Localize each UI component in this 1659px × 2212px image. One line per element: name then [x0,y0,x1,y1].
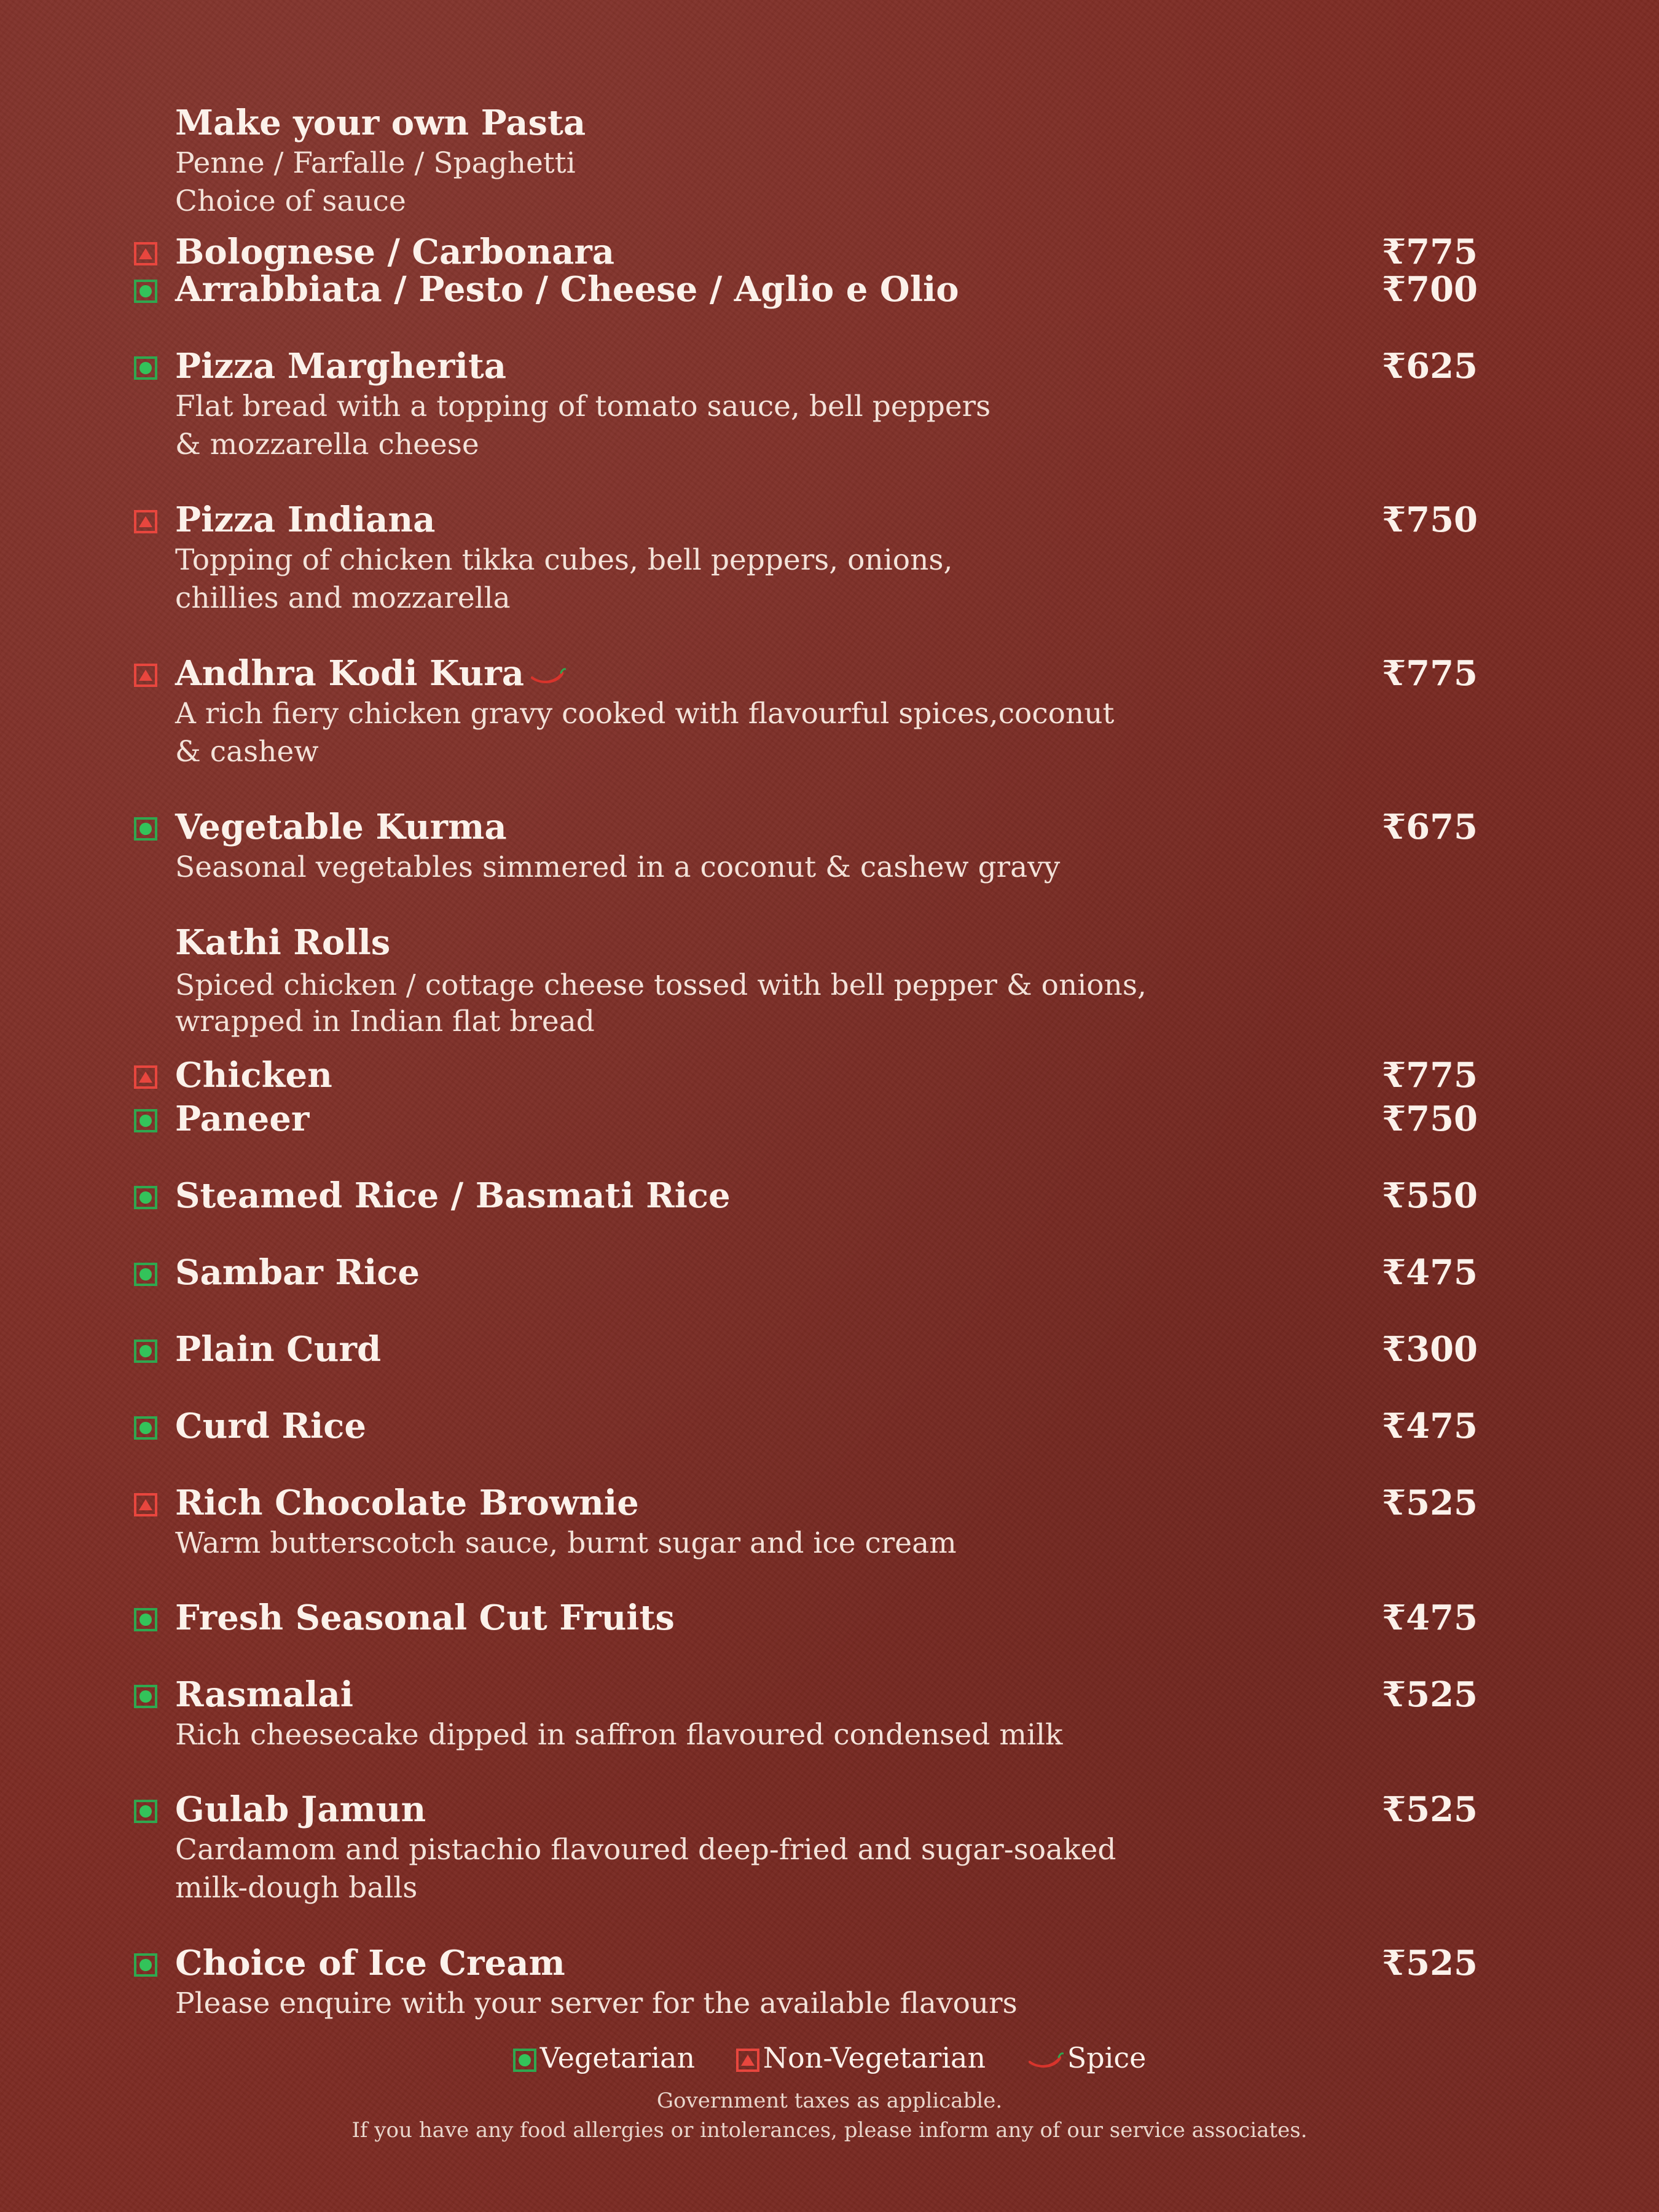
menu-section-kathi-rolls [175,921,1478,1039]
item-description: Seasonal vegetables simmered in a coconut & cashew gravy [175,850,1061,884]
veg-icon [134,1685,157,1708]
menu-item [175,1481,1478,1563]
item-name: Choice of Ice Cream [175,1943,565,1983]
item-price: ₹525 [1382,1789,1478,1830]
item-name: Pizza Indiana [175,500,436,540]
item-description: Warm butterscotch sauce, burnt sugar and ice cream [175,1526,957,1560]
veg-icon [134,1953,157,1977]
item-price: ₹525 [1382,1483,1478,1523]
item-price: ₹475 [1382,1406,1478,1446]
item-price: ₹525 [1382,1943,1478,1983]
section-subtitle: Choice of sauce [175,184,406,218]
item-description: Topping of chicken tikka cubes, bell peppers, onions, [175,543,953,577]
item-name: Rasmalai [175,1674,354,1715]
section-description: Spiced chicken / cottage cheese tossed with bell pepper & onions, [175,968,1147,1002]
item-name: Steamed Rice / Basmati Rice [175,1175,731,1216]
menu-item [175,1596,1478,1639]
veg-icon [134,1339,157,1363]
item-description: Cardamom and pistachio flavoured deep-fried and sugar-soaked [175,1833,1116,1867]
non-veg-icon [134,664,157,687]
section-description: wrapped in Indian flat bread [175,1005,595,1038]
legend-spice [1027,2036,1147,2079]
menu-item [175,1174,1478,1217]
menu-item [175,345,1478,464]
veg-icon [134,356,157,380]
chilli-icon [1027,2051,1064,2069]
menu-item [175,806,1478,887]
menu-item [175,498,1478,618]
item-name: Pizza Margherita [175,346,506,386]
veg-icon [513,2049,536,2072]
non-veg-icon [736,2049,759,2072]
item-price: ₹525 [1382,1674,1478,1715]
menu-item [175,1788,1478,1907]
veg-icon [134,280,157,303]
veg-icon [134,1109,157,1132]
item-price: ₹475 [1382,1598,1478,1638]
item-description: Please enquire with your server for the available flavours [175,1986,1018,2020]
veg-icon [134,1608,157,1631]
non-veg-icon [134,510,157,533]
item-price: ₹625 [1382,346,1478,386]
option-name: Arrabbiata / Pesto / Cheese / Aglio e Olio [175,269,959,310]
section-title: Kathi Rolls [175,922,391,963]
menu-option [175,1054,1478,1097]
item-name: Fresh Seasonal Cut Fruits [175,1598,675,1638]
section-title: Make your own Pasta [175,103,586,143]
legend-non-veg [736,2036,986,2079]
veg-icon [134,1800,157,1823]
legend [0,2034,1659,2077]
item-name: Sambar Rice [175,1252,420,1293]
section-subtitle: Penne / Farfalle / Spaghetti [175,146,576,180]
menu-item [175,652,1478,771]
item-price: ₹475 [1382,1252,1478,1293]
item-name-wrap [175,652,566,695]
item-name: Vegetable Kurma [175,807,507,847]
footer-allergy-note: If you have any food allergies or intolerances, please inform any of our service associates. [351,2118,1308,2143]
legend-spice-label: Spice [1067,2041,1147,2074]
option-price: ₹775 [1382,1055,1478,1096]
veg-icon [134,1416,157,1440]
footer-taxes-note: Government taxes as applicable. [656,2088,1003,2113]
item-description: & mozzarella cheese [175,428,479,461]
item-price: ₹750 [1382,500,1478,540]
non-veg-icon [134,242,157,265]
item-name: Andhra Kodi Kura [175,653,524,694]
menu-item [175,1673,1478,1754]
non-veg-icon [134,1065,157,1089]
item-name: Plain Curd [175,1329,382,1370]
menu-item [175,1251,1478,1294]
item-description: A rich fiery chicken gravy cooked with flavourful spices,coconut [175,697,1115,731]
legend-veg [513,2036,696,2079]
veg-icon [134,1186,157,1209]
item-description: milk-dough balls [175,1871,418,1905]
item-description: chillies and mozzarella [175,581,511,615]
item-price: ₹675 [1382,807,1478,847]
chilli-icon [529,667,566,685]
option-price: ₹700 [1382,269,1478,310]
option-price: ₹775 [1382,232,1478,272]
item-description: & cashew [175,735,319,769]
item-name: Curd Rice [175,1406,366,1446]
item-price: ₹775 [1382,653,1478,694]
item-name: Gulab Jamun [175,1789,426,1830]
item-price: ₹300 [1382,1329,1478,1370]
menu-option [175,1097,1478,1140]
menu-section-pasta [175,101,1478,221]
menu-option [175,268,1478,311]
item-price: ₹550 [1382,1175,1478,1216]
item-description: Flat bread with a topping of tomato sauce, bell peppers [175,390,991,423]
legend-non-veg-label: Non-Vegetarian [763,2041,986,2074]
non-veg-icon [134,1493,157,1516]
veg-icon [134,1263,157,1286]
menu-option [175,230,1478,273]
option-name: Bolognese / Carbonara [175,232,615,272]
legend-veg-label: Vegetarian [539,2041,696,2074]
item-name: Rich Chocolate Brownie [175,1483,639,1523]
menu-item [175,1942,1478,2023]
option-name: Paneer [175,1099,310,1139]
option-name: Chicken [175,1055,332,1096]
option-price: ₹750 [1382,1099,1478,1139]
veg-icon [134,817,157,841]
menu-item [175,1328,1478,1371]
item-description: Rich cheesecake dipped in saffron flavoured condensed milk [175,1718,1063,1752]
menu-item [175,1405,1478,1448]
